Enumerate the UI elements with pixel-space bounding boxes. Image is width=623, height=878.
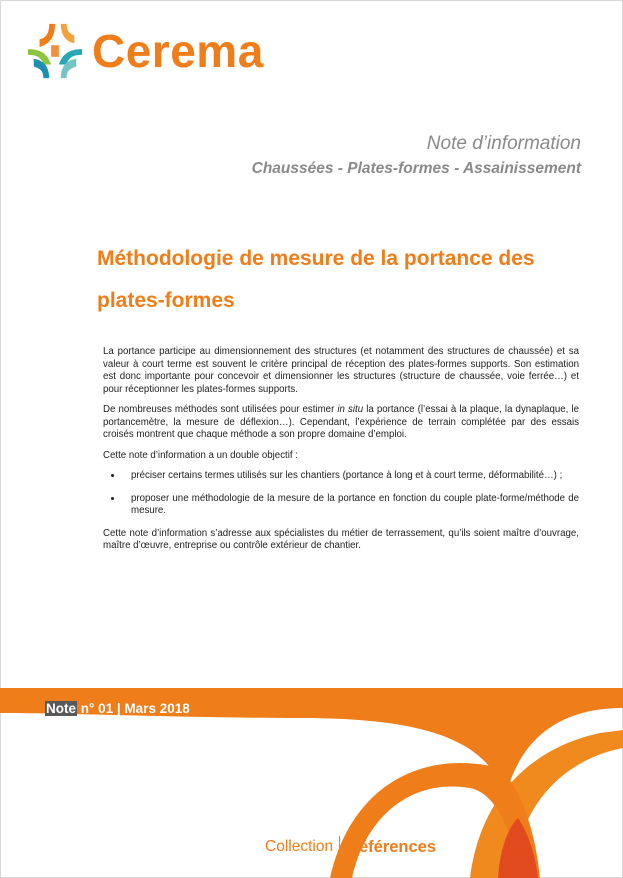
document-title bbox=[97, 238, 577, 322]
note-label: Note bbox=[46, 701, 76, 716]
collection-name: Références bbox=[347, 837, 437, 856]
collection-separator bbox=[339, 836, 340, 858]
paragraph-3: Cette note d’information a un double objectif : bbox=[103, 449, 298, 461]
note-domain: Chaussées - Plates-formes - Assainissement bbox=[251, 160, 581, 177]
objectives-list bbox=[103, 470, 579, 518]
note-reference bbox=[45, 701, 190, 716]
note-type: Note d’information bbox=[426, 133, 581, 154]
paragraph-1: La portance participe au dimensionnement des structures (et notamment des structures de chaussée) et sa valeur à court terme est souvent le critère principal de réception des plates-formes supports. Son estimation est donc importante pour concevoir et dimensionner les structures (structure de chaussée, voie ferrée…) et pour réceptionner les plates-formes supports. bbox=[103, 346, 579, 395]
paragraph-2-italic: in situ bbox=[337, 404, 364, 415]
title-line-1: Méthodologie de mesure de la portance des bbox=[97, 247, 535, 270]
paragraph-2-end: la portance (l’essai à la plaque, la dynaplaque, le portancemètre, la mesure de déflexion…). Cependant, l’expérience de terrain complétée par des essais croisés montrent que chaque méthode a son propre domaine d’emploi. bbox=[103, 404, 579, 440]
list-item: • préciser certains termes utilisés sur les chantiers (portance à long et à court terme, déformabilité…) ; bbox=[123, 470, 579, 483]
brand-name: Cerema bbox=[92, 25, 264, 77]
body-text bbox=[103, 346, 579, 561]
title-line-2: plates-formes bbox=[97, 289, 235, 312]
paragraph-2 bbox=[103, 404, 579, 442]
cerema-logo bbox=[26, 22, 264, 80]
paragraph-4: Cette note d’information s’adresse aux spécialistes du métier de terrassement, qu’ils soient maître d’ouvrage, maître d’œuvre, entreprise ou contrôle extérieur de chantier. bbox=[103, 527, 579, 551]
paragraph-2-start: De nombreuses méthodes sont utilisées pour estimer bbox=[103, 404, 338, 415]
cerema-logo-icon bbox=[26, 22, 84, 80]
note-number-date: n° 01 | Mars 2018 bbox=[77, 701, 190, 716]
collection-label bbox=[265, 836, 436, 858]
list-item: • proposer une méthodologie de la mesure de la portance en fonction du couple plate-forme/méthode de mesure. bbox=[123, 493, 579, 518]
collection-word: Collection bbox=[265, 838, 334, 855]
